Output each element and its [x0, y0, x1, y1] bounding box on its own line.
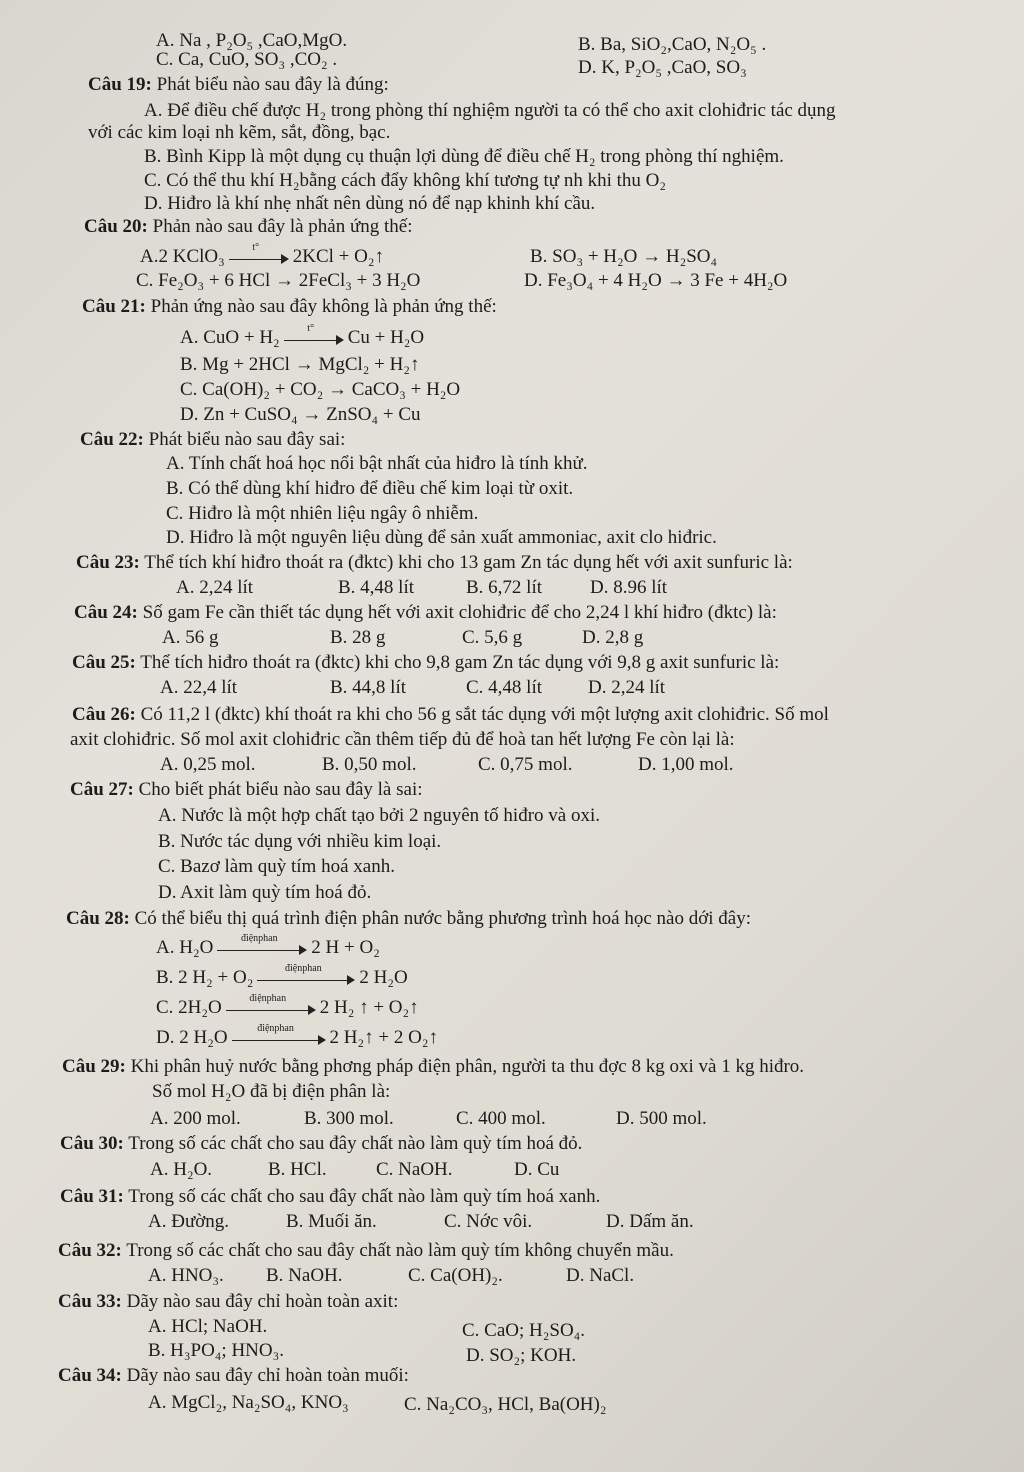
q25-label: Câu 25:	[72, 652, 136, 673]
q33-option-b: B. H₃PO₄; HNO₃.	[148, 1340, 284, 1361]
q21-option-a	[180, 322, 425, 349]
q21-label: Câu 21:	[82, 296, 146, 317]
q28-c-products: 2 H₂ ↑ + O₂↑	[319, 997, 419, 1018]
q28-text: Có thể biểu thị quá trình điện phân nước bằng phương trình hoá học nào dới đây:	[134, 908, 752, 929]
q29-text-line1: Khi phân huỷ nước bằng phơng pháp điện phân, người ta thu đợc 8 kg oxi và 1 kg hiđro.	[130, 1056, 805, 1077]
q22-option-a: A. Tính chất hoá học nổi bật nhất của hiđro là tính khử.	[166, 453, 588, 474]
q29-option-b: B. 300 mol.	[304, 1108, 394, 1129]
q20-option-b: B. SO₃ + H₂O → H₂SO₄	[530, 246, 718, 267]
q20-a-reactants: A.2 KClO₃	[140, 246, 225, 267]
q20-question	[84, 216, 413, 238]
q19-option-d: D. Hiđro là khí nhẹ nhất nên dùng nó để nạp khinh khí cầu.	[144, 193, 596, 214]
q22-text: Phát biểu nào sau đây sai:	[148, 429, 346, 450]
q28-option-d	[156, 1022, 438, 1049]
q33-option-a: A. HCl; NaOH.	[148, 1316, 268, 1337]
q30-option-b: B. HCl.	[268, 1159, 327, 1180]
q26-question	[72, 704, 829, 726]
q28-c-reactants: C. 2H₂O	[156, 997, 222, 1018]
q29-option-a: A. 200 mol.	[150, 1108, 241, 1129]
q34-question	[58, 1365, 409, 1387]
reaction-condition: t°	[252, 241, 260, 253]
q18-option-c: C. Ca, CuO, SO₃ ,CO₂ .	[156, 49, 338, 70]
q21-option-b: B. Mg + 2HCl → MgCl₂ + H₂↑	[180, 354, 420, 375]
q34-label: Câu 34:	[58, 1365, 122, 1386]
q23-option-a: A. 2,24 lít	[176, 577, 254, 598]
q27-option-a: A. Nước là một hợp chất tạo bởi 2 nguyên tố hiđro và oxi.	[158, 805, 601, 826]
q19-option-a-line1: A. Để điều chế được H₂ trong phòng thí nghiệm người ta có thể cho axit clohiđric tác dụng	[144, 100, 836, 121]
q34-option-c: C. Na₂CO₃, HCl, Ba(OH)₂	[404, 1394, 607, 1415]
q21-a-products: Cu + H₂O	[347, 327, 425, 348]
q27-option-c: C. Bazơ làm quỳ tím hoá xanh.	[158, 856, 395, 877]
q29-option-d: D. 500 mol.	[616, 1108, 707, 1129]
q31-question	[60, 1186, 600, 1208]
q19-option-b: B. Bình Kipp là một dụng cụ thuận lợi dùng để điều chế H₂ trong phòng thí nghiệm.	[144, 146, 784, 167]
q30-option-d: D. Cu	[514, 1159, 560, 1180]
q26-label: Câu 26:	[72, 704, 136, 725]
q20-label: Câu 20:	[84, 216, 148, 237]
q22-option-d: D. Hiđro là một nguyên liệu dùng để sản xuất ammoniac, axit clo hiđric.	[166, 527, 717, 548]
q19-option-c: C. Có thể thu khí H₂bằng cách đẩy không khí tương tự nh khi thu O₂	[144, 170, 667, 191]
q26-option-a: A. 0,25 mol.	[160, 754, 256, 775]
q28-a-products: 2 H + O₂	[311, 937, 380, 958]
q28-question	[66, 908, 751, 930]
q23-option-c: B. 6,72 lít	[466, 577, 543, 598]
reaction-arrow-icon	[229, 241, 289, 265]
q20-option-c: C. Fe₂O₃ + 6 HCl → 2FeCl₃ + 3 H₂O	[136, 270, 421, 291]
q21-option-c: C. Ca(OH)₂ + CO₂ → CaCO₃ + H₂O	[180, 379, 461, 400]
q24-option-a: A. 56 g	[162, 627, 219, 648]
q30-question	[60, 1133, 582, 1155]
q22-option-c: C. Hiđro là một nhiên liệu ngây ô nhiễm.	[166, 503, 479, 524]
q32-option-b: B. NaOH.	[266, 1265, 343, 1286]
q32-text: Trong số các chất cho sau đây chất nào làm quỳ tím không chuyển mầu.	[126, 1240, 674, 1261]
q29-option-c: C. 400 mol.	[456, 1108, 546, 1129]
q28-option-a	[156, 932, 380, 959]
q23-text: Thể tích khí hiđro thoát ra (đktc) khi cho 13 gam Zn tác dụng hết với axit sunfuric là:	[144, 552, 793, 573]
q19-question	[88, 74, 389, 96]
q25-text: Thể tích hiđro thoát ra (đktc) khi cho 9,8 gam Zn tác dụng với 9,8 g axit sunfuric là:	[140, 652, 780, 673]
q25-question	[72, 652, 779, 674]
q28-b-products: 2 H₂O	[359, 967, 408, 988]
q24-option-d: D. 2,8 g	[582, 627, 644, 648]
q34-option-a: A. MgCl₂, Na₂SO₄, KNO₃	[148, 1392, 349, 1413]
q30-option-c: C. NaOH.	[376, 1159, 453, 1180]
q32-question	[58, 1240, 674, 1262]
q28-d-reactants: D. 2 H₂O	[156, 1027, 228, 1048]
q33-question	[58, 1291, 398, 1313]
reaction-arrow-icon	[226, 992, 316, 1016]
q28-d-products: 2 H₂↑ + 2 O₂↑	[329, 1027, 438, 1048]
q22-question	[80, 429, 345, 451]
q20-text: Phản nào sau đây là phản ứng thế:	[152, 216, 413, 237]
q32-label: Câu 32:	[58, 1240, 122, 1261]
q31-option-d: D. Dấm ăn.	[606, 1211, 694, 1232]
q33-text: Dãy nào sau đây chỉ hoàn toàn axit:	[126, 1291, 399, 1312]
q18-option-d: D. K, P₂O₅ ,CaO, SO₃	[578, 57, 747, 78]
q27-option-d: D. Axit làm quỳ tím hoá đỏ.	[158, 882, 372, 903]
q26-text-line1: Có 11,2 l (đktc) khí thoát ra khi cho 56 g sắt tác dụng với một lượng axit clohiđric. Số mol	[140, 704, 829, 725]
q26-option-c: C. 0,75 mol.	[478, 754, 573, 775]
q24-option-b: B. 28 g	[330, 627, 386, 648]
q29-text-line2: Số mol H₂O đã bị điện phân là:	[152, 1081, 391, 1102]
q32-option-c: C. Ca(OH)₂.	[408, 1265, 503, 1286]
q28-option-b	[156, 962, 408, 989]
q22-option-b: B. Có thể dùng khí hiđro để điều chế kim loại từ oxit.	[166, 478, 574, 499]
q23-question	[76, 552, 793, 574]
q23-option-d: D. 8.96 lít	[590, 577, 668, 598]
reaction-arrow-icon	[232, 1022, 326, 1046]
q24-label: Câu 24:	[74, 602, 138, 623]
q20-a-products: 2KCl + O₂↑	[292, 246, 384, 267]
reaction-condition: điệnphan	[249, 992, 287, 1004]
q30-text: Trong số các chất cho sau đây chất nào làm quỳ tím hoá đỏ.	[128, 1133, 583, 1154]
q25-option-c: C. 4,48 lít	[466, 677, 543, 698]
q28-label: Câu 28:	[66, 908, 130, 929]
reaction-arrow-icon	[257, 962, 355, 986]
q20-option-d: D. Fe₃O₄ + 4 H₂O → 3 Fe + 4H₂O	[524, 270, 788, 291]
reaction-arrow-icon	[217, 932, 307, 956]
q31-label: Câu 31:	[60, 1186, 124, 1207]
q25-option-d: D. 2,24 lít	[588, 677, 666, 698]
reaction-arrow-icon	[284, 322, 344, 346]
q33-option-d: D. SO₂; KOH.	[466, 1345, 577, 1366]
q24-text: Số gam Fe cần thiết tác dụng hết với axit clohiđric để cho 2,24 l khí hiđro (đktc) là:	[142, 602, 777, 623]
q29-question	[62, 1056, 804, 1078]
q23-option-b: B. 4,48 lít	[338, 577, 415, 598]
q24-question	[74, 602, 777, 624]
reaction-condition: điệnphan	[285, 962, 322, 974]
q21-question	[82, 296, 497, 318]
q27-text: Cho biết phát biểu nào sau đây là sai:	[138, 779, 423, 800]
q25-option-a: A. 22,4 lít	[160, 677, 238, 698]
reaction-condition: điệnphan	[240, 932, 278, 944]
q33-label: Câu 33:	[58, 1291, 122, 1312]
q21-text: Phản ứng nào sau đây không là phản ứng thế:	[150, 296, 497, 317]
q31-text: Trong số các chất cho sau đây chất nào làm quỳ tím hoá xanh.	[128, 1186, 601, 1207]
q34-text: Dãy nào sau đây chỉ hoàn toàn muối:	[126, 1365, 409, 1386]
q26-text-line2: axit clohiđric. Số mol axit clohiđric cần thêm tiếp đủ để hoà tan hết lượng Fe còn lại là:	[70, 729, 735, 750]
q28-b-reactants: B. 2 H₂ + O₂	[156, 967, 254, 988]
q28-option-c	[156, 992, 419, 1019]
q31-option-c: C. Nớc vôi.	[444, 1211, 533, 1232]
q20-option-a	[140, 241, 384, 268]
q21-option-d: D. Zn + CuSO₄ → ZnSO₄ + Cu	[180, 404, 421, 425]
q29-label: Câu 29:	[62, 1056, 126, 1077]
q31-option-a: A. Đường.	[148, 1211, 230, 1232]
q30-option-a: A. H₂O.	[150, 1159, 213, 1180]
q26-option-b: B. 0,50 mol.	[322, 754, 417, 775]
q19-label: Câu 19:	[88, 74, 152, 95]
q23-label: Câu 23:	[76, 552, 140, 573]
q21-a-reactants: A. CuO + H₂	[180, 327, 280, 348]
q25-option-b: B. 44,8 lít	[330, 677, 407, 698]
q19-option-a-line2: với các kim loại nh kẽm, sắt, đồng, bạc.	[88, 122, 391, 143]
q18-option-b: B. Ba, SiO₂,CaO, N₂O₅ .	[578, 34, 767, 55]
q27-question	[70, 779, 423, 801]
q30-label: Câu 30:	[60, 1133, 124, 1154]
reaction-condition: điệnphan	[257, 1022, 294, 1034]
q32-option-a: A. HNO₃.	[148, 1265, 224, 1286]
q26-option-d: D. 1,00 mol.	[638, 754, 734, 775]
reaction-condition: t°	[307, 322, 315, 334]
q22-label: Câu 22:	[80, 429, 144, 450]
q31-option-b: B. Muối ăn.	[286, 1211, 377, 1232]
q24-option-c: C. 5,6 g	[462, 627, 523, 648]
q27-label: Câu 27:	[70, 779, 134, 800]
q27-option-b: B. Nước tác dụng với nhiều kim loại.	[158, 831, 442, 852]
q33-option-c: C. CaO; H₂SO₄.	[462, 1320, 586, 1341]
q18-option-a: A. Na , P₂O₅ ,CaO,MgO.	[156, 30, 348, 51]
q28-a-reactants: A. H₂O	[156, 937, 214, 958]
q19-text: Phát biểu nào sau đây là đúng:	[156, 74, 389, 95]
q32-option-d: D. NaCl.	[566, 1265, 635, 1286]
